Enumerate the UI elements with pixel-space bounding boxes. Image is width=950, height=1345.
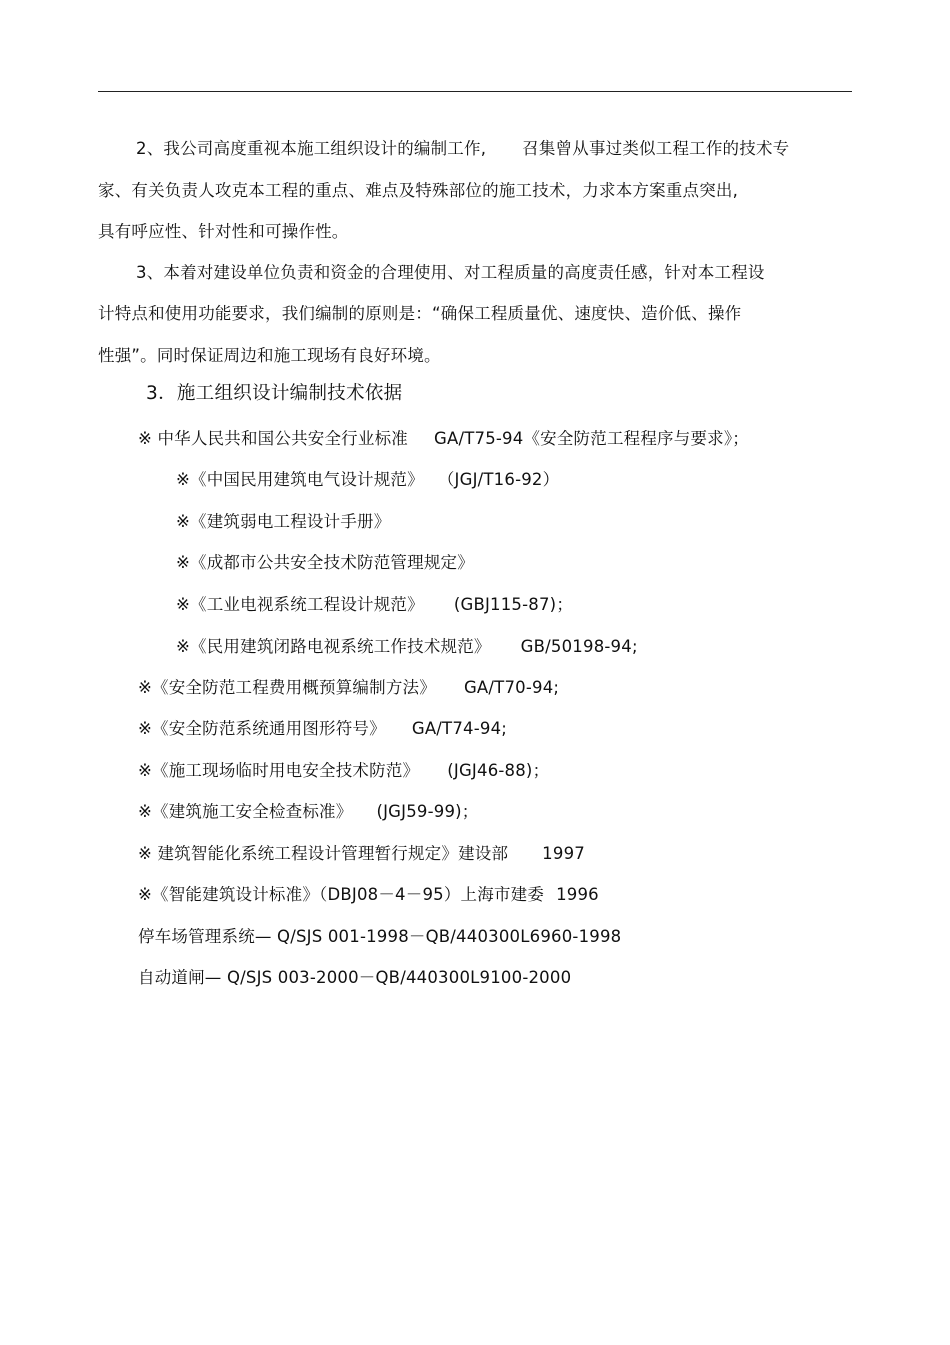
reference-title: ※《工业电视系统工程设计规范》 [176, 595, 424, 614]
reference-title: ※《中国民用建筑电气设计规范》 [176, 470, 424, 489]
paragraph-3-line-1: 3、本着对建设单位负责和资金的合理使用、对工程质量的高度责任感，针对本工程设 [136, 263, 765, 282]
section-heading: 3．施工组织设计编制技术依据 [146, 383, 403, 404]
reference-code: GB/50198-94; [520, 637, 638, 656]
reference-title: ※《安全防范系统通用图形符号》 [138, 719, 386, 738]
reference-item [176, 594, 573, 616]
reference-code: 1996 [556, 885, 599, 904]
reference-title: ※《安全防范工程费用概预算编制方法》 [138, 678, 436, 697]
header-rule [98, 91, 852, 92]
reference-item [138, 428, 749, 450]
reference-title: ※《民用建筑闭路电视系统工作技术规范》 [176, 637, 491, 656]
reference-item [138, 967, 571, 989]
reference-item [138, 760, 549, 782]
reference-item [138, 884, 599, 906]
reference-title: ※《智能建筑设计标准》（DBJ08－4－95）上海市建委 [138, 885, 545, 904]
reference-item [138, 677, 559, 699]
reference-title: ※《建筑施工安全检查标准》 [138, 802, 353, 821]
reference-item [138, 801, 478, 823]
reference-code: （JGJ/T16-92） [437, 470, 560, 489]
reference-code: 1997 [542, 844, 585, 863]
paragraph-3-line-3: 性强”。同时保证周边和施工现场有良好环境。 [98, 346, 441, 365]
reference-title: 自动道闸— Q/SJS 003-2000－QB/440300L9100-2000 [138, 968, 572, 987]
reference-title: ※《施工现场临时用电安全技术防范》 [138, 761, 420, 780]
reference-code: GA/T75-94《安全防范工程程序与要求》； [433, 429, 749, 448]
reference-title: ※《建筑弱电工程设计手册》 [176, 512, 391, 531]
reference-item [138, 843, 585, 865]
paragraph-2-line-1-part-a: 2、我公司高度重视本施工组织设计的编制工作, [136, 139, 487, 158]
reference-code: GA/T74-94; [411, 719, 508, 738]
reference-item [176, 552, 474, 574]
paragraph-2-line-2: 家、有关负责人攻克本工程的重点、难点及特殊部位的施工技术，力求本方案重点突出, [98, 181, 739, 200]
paragraph-2-line-1-part-b: 召集曾从事过类似工程工作的技术专 [522, 139, 790, 158]
reference-item [176, 636, 638, 658]
reference-title: 停车场管理系统— Q/SJS 001-1998－QB/440300L6960-1998 [138, 927, 622, 946]
reference-code: (GBJ115-87)； [453, 595, 574, 614]
reference-title: ※ 建筑智能化系统工程设计管理暂行规定》建设部 [138, 844, 509, 863]
paragraph-2-line-1 [136, 138, 789, 160]
reference-title: ※ 中华人民共和国公共安全行业标准 [138, 429, 408, 448]
reference-title: ※《成都市公共安全技术防范管理规定》 [176, 553, 474, 572]
reference-code: (JGJ59-99)； [376, 802, 479, 821]
reference-item [138, 718, 507, 740]
reference-code: GA/T70-94; [463, 678, 560, 697]
reference-code: (JGJ46-88)； [447, 761, 550, 780]
reference-item [176, 469, 559, 491]
reference-item [138, 926, 621, 948]
paragraph-2-line-3: 具有呼应性、针对性和可操作性。 [98, 222, 349, 241]
reference-item [176, 511, 390, 533]
paragraph-3-line-2: 计特点和使用功能要求，我们编制的原则是：“确保工程质量优、速度快、造价低、操作 [98, 304, 742, 323]
